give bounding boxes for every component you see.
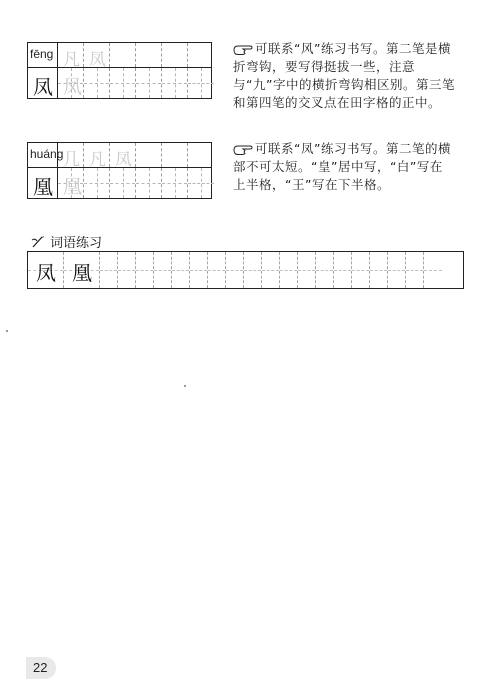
empty-cell: [136, 168, 162, 198]
empty-cell: [162, 168, 188, 198]
pinyin-cell: [28, 43, 58, 67]
word-character: 凤: [36, 261, 56, 285]
word-char-cell: [28, 252, 64, 288]
tip-text: 可联系“凤”练习书写。第二笔的横部不可太短。“皇”居中写，“白”写在上半格，“王”写在下半格。: [233, 141, 451, 192]
empty-cell: [100, 252, 118, 288]
empty-cell: [136, 252, 154, 288]
character-row: [27, 167, 212, 199]
empty-cell: [188, 168, 214, 198]
stroke-order-char: 凡: [63, 50, 80, 70]
empty-cell: [136, 68, 162, 98]
print-speck: [6, 330, 8, 332]
print-speck: [184, 385, 186, 387]
empty-cell: [110, 168, 136, 198]
model-char-cell: [28, 68, 58, 98]
pinyin-label: fēng: [30, 47, 54, 61]
pinyin-cell: [28, 143, 64, 167]
empty-cell: [424, 252, 442, 288]
empty-cell: [316, 252, 334, 288]
stroke-order-char: 凤: [115, 150, 132, 170]
trace-cell: [58, 168, 84, 198]
word-char-cell: [64, 252, 100, 288]
stroke-order-char: 几: [63, 150, 80, 170]
empty-cell: [388, 252, 406, 288]
trace-character: 凰: [63, 176, 83, 198]
writing-tip-feng: [233, 40, 455, 112]
empty-cell: [280, 252, 298, 288]
stroke-order-cell: [84, 143, 110, 170]
pen-icon: [30, 234, 46, 250]
character-row: [27, 67, 212, 99]
empty-cell: [84, 168, 110, 198]
empty-cell: [190, 252, 208, 288]
empty-cell: [262, 252, 280, 288]
empty-cell: [188, 143, 214, 167]
model-char-cell: [28, 168, 58, 198]
empty-cell: [162, 143, 188, 167]
char-practice-block-huang: [27, 142, 212, 199]
model-character: 凰: [33, 175, 53, 199]
empty-cell: [226, 252, 244, 288]
empty-cell: [188, 43, 214, 67]
trace-cell: [58, 68, 84, 98]
empty-cell: [208, 252, 226, 288]
empty-cell: [188, 68, 214, 98]
empty-cell: [172, 252, 190, 288]
word-character: 凰: [72, 261, 92, 285]
writing-tip-huang: [233, 140, 455, 194]
empty-cell: [110, 68, 136, 98]
stroke-order-char: 凤: [89, 50, 106, 70]
empty-cell: [162, 68, 188, 98]
model-character: 凤: [33, 75, 53, 99]
pinyin-label: huáng: [30, 147, 64, 161]
stroke-order-char: 凡: [89, 150, 106, 170]
empty-cell: [352, 252, 370, 288]
tip-text: 可联系“风”练习书写。第二笔是横折弯钩，要写得挺拔一些，注意与“九”字中的横折弯钩相区别。第三笔和第四笔的交叉点在田字格的正中。: [233, 41, 455, 110]
empty-cell: [136, 143, 162, 167]
empty-cell: [334, 252, 352, 288]
section-title-text: 词语练习: [50, 236, 103, 251]
pinyin-row: [27, 142, 212, 170]
empty-cell: [136, 43, 162, 67]
empty-cell: [406, 252, 424, 288]
empty-cell: [154, 252, 172, 288]
word-practice-row: [27, 251, 464, 289]
section-title: [30, 232, 102, 251]
empty-cell: [84, 68, 110, 98]
stroke-order-cell: [84, 43, 110, 70]
pointing-hand-icon: [233, 144, 253, 155]
empty-cell: [298, 252, 316, 288]
trace-character: 凤: [63, 76, 83, 98]
empty-cell: [244, 252, 262, 288]
empty-cell: [110, 43, 136, 67]
page-number: 22: [33, 660, 48, 675]
char-practice-block-feng: [27, 42, 212, 99]
pointing-hand-icon: [233, 44, 253, 55]
empty-cell: [370, 252, 388, 288]
empty-cell: [162, 43, 188, 67]
stroke-order-cell: [58, 43, 84, 70]
empty-cell: [118, 252, 136, 288]
stroke-order-cell: [58, 143, 84, 170]
pinyin-row: [27, 42, 212, 70]
stroke-order-cell: [110, 143, 136, 170]
